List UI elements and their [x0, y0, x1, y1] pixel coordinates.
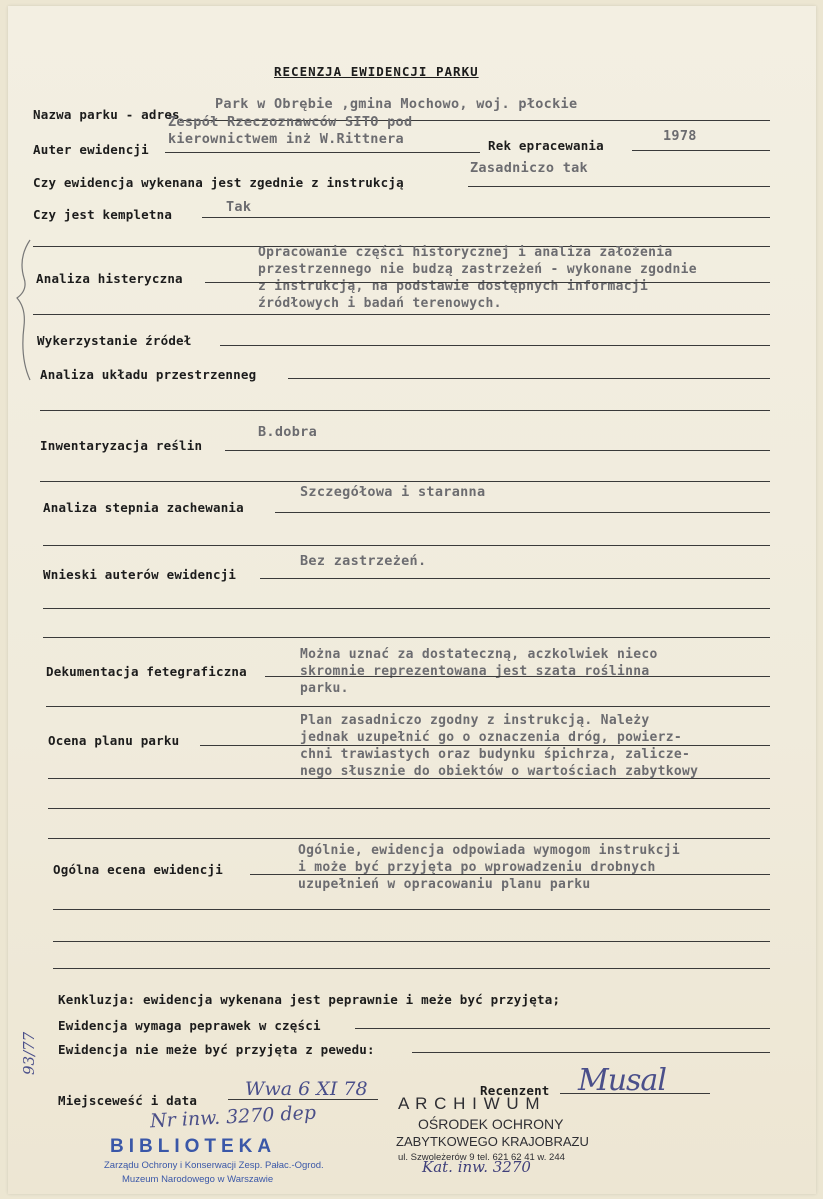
rule-dokumentacja — [265, 676, 770, 677]
label-reviewer: Recenzent — [480, 1083, 550, 1098]
rule-uklad-2 — [40, 410, 770, 411]
stamp-handwritten-inventory: Kat. inw. 3270 — [422, 1158, 531, 1176]
rule-inwentaryzacja — [225, 450, 770, 451]
stamp-line-1: OŚRODEK OCHRONY — [418, 1116, 564, 1132]
value-zgodnosc: Zasadniczo tak — [470, 160, 588, 176]
rule-dokumentacja-2 — [46, 706, 770, 707]
value-dokumentacja: Można uznać za dostateczną, aczkolwiek nieco skromnie reprezentowana jest szata roślinna parku. — [300, 647, 658, 696]
value-plan: Plan zasadniczo zgodny z instrukcją. Należy jednak uzupełnić go o oznaczenia dróg, powierz- chni trawiastych oraz budynku śpichrza, zalicze- nego słusznie do obiektów o wartościach zabytkowy — [300, 713, 699, 779]
label-rok: Rek epracewania — [488, 138, 604, 153]
pencil-bracket — [14, 238, 34, 383]
rule-conclusion-2 — [355, 1028, 770, 1029]
rule-ogolna — [250, 874, 770, 875]
label-zgodnosc: Czy ewidencja wykenana jest zgednie z instrukcją — [33, 175, 404, 190]
rule-historyczna-2 — [33, 314, 770, 315]
label-inwentaryzacja: Inwentaryzacja reślin — [40, 438, 203, 453]
rule-reviewer — [560, 1093, 710, 1094]
rule-ogolna-2 — [53, 909, 770, 910]
rule-autor — [165, 152, 480, 153]
value-wnioski: Bez zastrzeżeń. — [300, 553, 427, 569]
label-dokumentacja: Dekumentacja fetegraficzna — [46, 664, 247, 679]
rule-plan — [200, 745, 770, 746]
rule-wnioski-3 — [43, 637, 770, 638]
document-title: RECENZJA EWIDENCJI PARKU — [274, 64, 479, 79]
label-zrodla: Wykerzystanie źródeł — [37, 333, 192, 348]
label-wnioski: Wnieski auterów ewidencji — [43, 567, 237, 582]
conclusion-line-2: Ewidencja wymaga peprawek w części — [58, 1018, 321, 1033]
label-uklad: Analiza układu przestrzenneg — [40, 367, 257, 382]
value-zachowanie: Szczegółowa i staranna — [300, 484, 486, 500]
rule-zachowanie — [275, 512, 770, 513]
stamp-line-3: ul. Szwoleżerów 9 tel. 621 62 41 w. 244 — [398, 1152, 565, 1163]
library-handwritten: Nr inw. 3270 dep — [149, 1101, 317, 1133]
stamp-archiwum: A R C H I W U M — [398, 1094, 541, 1113]
label-zachowanie: Analiza stepnia zachewania — [43, 500, 244, 515]
reviewer-signature: Musal — [578, 1063, 666, 1098]
rule-zachowanie-2 — [43, 545, 770, 546]
rule-wnioski-2 — [43, 608, 770, 609]
value-ogolna: Ogólnie, ewidencja odpowiada wymogom instrukcji i może być przyjęta po wprowadzeniu drobnych uzupełnień w opracowaniu planu parku — [298, 843, 680, 892]
value-place-date: Wwa 6 XI 78 — [245, 1078, 368, 1100]
value-inwentaryzacja: B.dobra — [258, 424, 317, 440]
rule-zgodnosc — [468, 186, 770, 187]
stamp-line-2: ZABYTKOWEGO KRAJOBRAZU — [396, 1134, 589, 1149]
rule-place-date — [228, 1099, 378, 1100]
value-nazwa: Park w Obrębie ,gmina Mochowo, woj. płockie — [215, 96, 578, 112]
rule-ogolna-4 — [53, 968, 770, 969]
conclusion-heading: Kenkluzja: ewidencja wykenana jest peprawnie i meże być przyjęta; — [58, 992, 561, 1007]
conclusion-line-3: Ewidencja nie meże być przyjęta z pewedu: — [58, 1042, 375, 1057]
label-ogolna: Ogólna ecena ewidencji — [53, 862, 223, 877]
rule-historyczna — [205, 282, 770, 283]
rule-plan-3 — [48, 808, 770, 809]
rule-conclusion-3 — [412, 1052, 770, 1053]
library-title: BIBLIOTEKA — [110, 1136, 277, 1157]
library-line-2: Muzeum Narodowego w Warszawie — [122, 1174, 274, 1185]
value-autor: Zespół Rzeczoznawców SITO pod kierownictwem inż W.Rittnera — [168, 114, 413, 147]
label-autor: Auter ewidencji — [33, 142, 149, 157]
value-kompletna: Tak — [226, 199, 252, 215]
label-nazwa: Nazwa parku - adres — [33, 107, 180, 122]
rule-plan-2 — [48, 778, 770, 779]
margin-note: 93/77 — [20, 1031, 38, 1075]
rule-wnioski — [260, 578, 770, 579]
rule-zrodla — [220, 345, 770, 346]
value-rok: 1978 — [663, 128, 697, 144]
label-place-date: Miejsceweść i data — [58, 1093, 198, 1108]
label-plan: Ocena planu parku — [48, 733, 180, 748]
rule-kompletna — [202, 217, 770, 218]
library-line-1: Zarządu Ochrony i Konserwacji Zesp. Pałac.-Ogrod. — [104, 1160, 324, 1171]
rule-rok — [632, 150, 770, 151]
label-kompletna: Czy jest kempletna — [33, 207, 173, 222]
value-historyczna: Opracowanie części historycznej i analiza założenia przestrzennego nie budzą zastrzeżeń - wykonane zgodnie z instrukcją, na podstawie dostępnych informacji źródłowych i badań terenowych. — [258, 245, 697, 311]
rule-plan-4 — [48, 838, 770, 839]
rule-uklad — [288, 378, 770, 379]
rule-inwentaryzacja-2 — [40, 481, 770, 482]
label-historyczna: Analiza histeryczna — [36, 271, 183, 286]
rule-ogolna-3 — [53, 941, 770, 942]
